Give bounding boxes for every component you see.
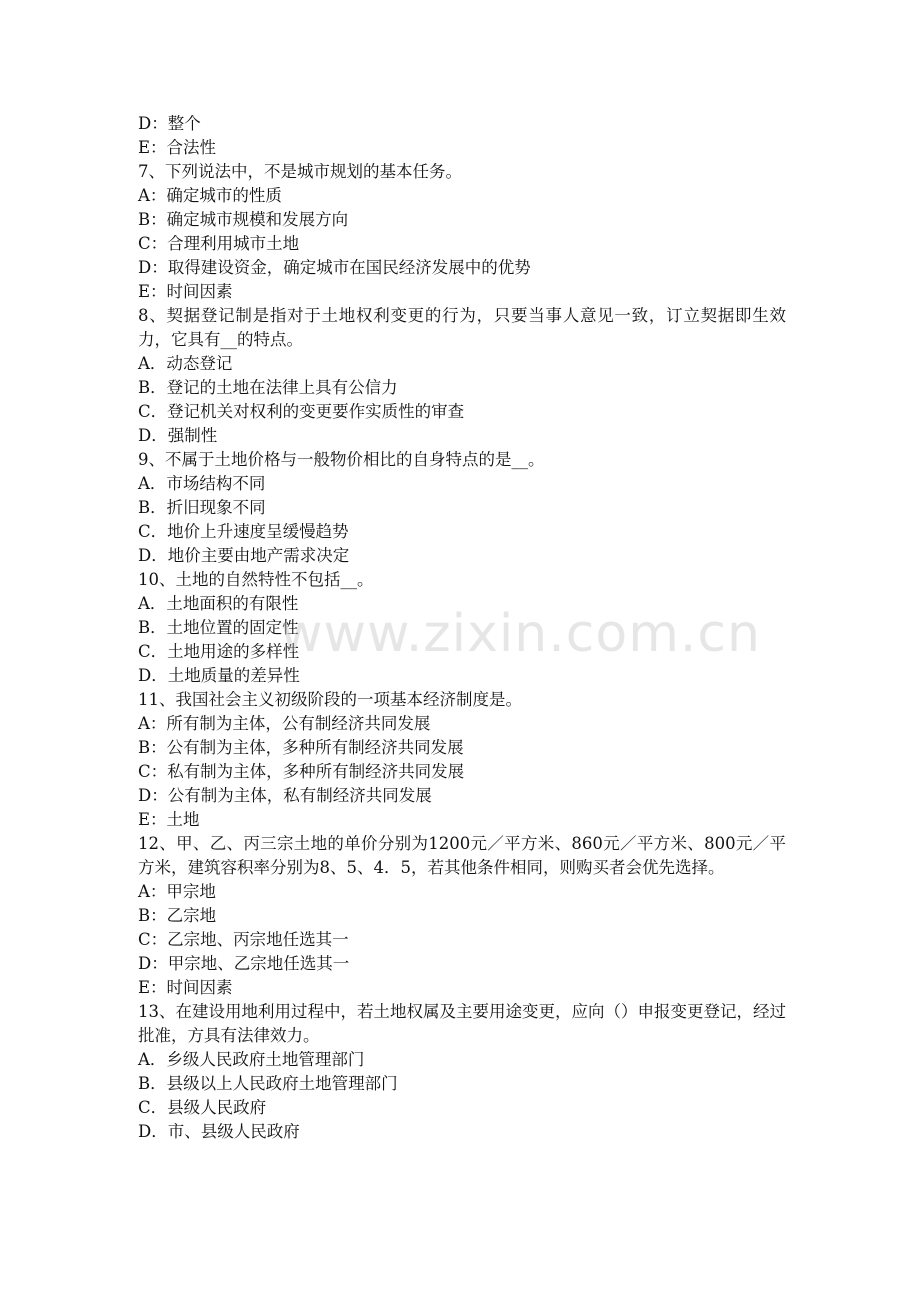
option-line: C．地价上升速度呈缓慢趋势 — [138, 522, 349, 541]
question-line: 13、在建设用地利用过程中，若土地权属及主要用途变更，应向（）申报变更登记，经过批准，方具有法律效力。 — [138, 1002, 786, 1045]
question-line: 12、甲、乙、丙三宗土地的单价分别为1200元／平方米、860元／平方米、800元／平方米，建筑容积率分别为8、5、4．5，若其他条件相同，则购买者会优先选择。 — [138, 834, 786, 877]
question-line: 10、土地的自然特性不包括__。 — [138, 570, 374, 589]
option-line: C：私有制为主体，多种所有制经济共同发展 — [138, 762, 465, 781]
option-line: D．强制性 — [138, 426, 218, 445]
option-line: A：确定城市的性质 — [138, 186, 282, 205]
option-line: D．市、县级人民政府 — [138, 1122, 300, 1141]
option-line: B．县级以上人民政府土地管理部门 — [138, 1074, 398, 1093]
option-line: B．登记的土地在法律上具有公信力 — [138, 378, 398, 397]
option-line: B．折旧现象不同 — [138, 498, 266, 517]
watermark: www.zixin.com.cn — [280, 604, 761, 664]
option-line: D：取得建设资金，确定城市在国民经济发展中的优势 — [138, 258, 531, 277]
option-line: E：时间因素 — [138, 282, 233, 301]
option-line: D．地价主要由地产需求决定 — [138, 546, 350, 565]
option-line: C．县级人民政府 — [138, 1098, 267, 1117]
option-line: A：所有制为主体，公有制经济共同发展 — [138, 714, 431, 733]
option-line: D：整个 — [138, 114, 201, 133]
option-line: D：公有制为主体，私有制经济共同发展 — [138, 786, 432, 805]
option-line: C：合理利用城市土地 — [138, 234, 300, 253]
question-line: 7、下列说法中，不是城市规划的基本任务。 — [138, 162, 462, 181]
option-line: D：甲宗地、乙宗地任选其一 — [138, 954, 350, 973]
question-line: 9、不属于土地价格与一般物价相比的自身特点的是__。 — [138, 450, 545, 469]
document-body — [138, 112, 786, 1144]
option-line: A：甲宗地 — [138, 882, 216, 901]
option-line: C：乙宗地、丙宗地任选其一 — [138, 930, 349, 949]
option-line: B：公有制为主体，多种所有制经济共同发展 — [138, 738, 464, 757]
option-line: C．登记机关对权利的变更要作实质性的审查 — [138, 402, 465, 421]
option-line: D．土地质量的差异性 — [138, 666, 300, 685]
option-line: C．土地用途的多样性 — [138, 642, 300, 661]
option-line: A．动态登记 — [138, 354, 233, 373]
option-line: A．土地面积的有限性 — [138, 594, 299, 613]
question-line: 11、我国社会主义初级阶段的一项基本经济制度是。 — [138, 690, 522, 709]
option-line: E：土地 — [138, 810, 200, 829]
option-line: A．市场结构不同 — [138, 474, 266, 493]
question-line: 8、契据登记制是指对于土地权利变更的行为，只要当事人意见一致，订立契据即生效力，它具有__的特点。 — [138, 306, 786, 349]
option-line: B：确定城市规模和发展方向 — [138, 210, 349, 229]
option-line: B：乙宗地 — [138, 906, 217, 925]
option-line: B．土地位置的固定性 — [138, 618, 299, 637]
option-line: E：时间因素 — [138, 978, 233, 997]
option-line: A．乡级人民政府土地管理部门 — [138, 1050, 365, 1069]
option-line: E：合法性 — [138, 138, 217, 157]
